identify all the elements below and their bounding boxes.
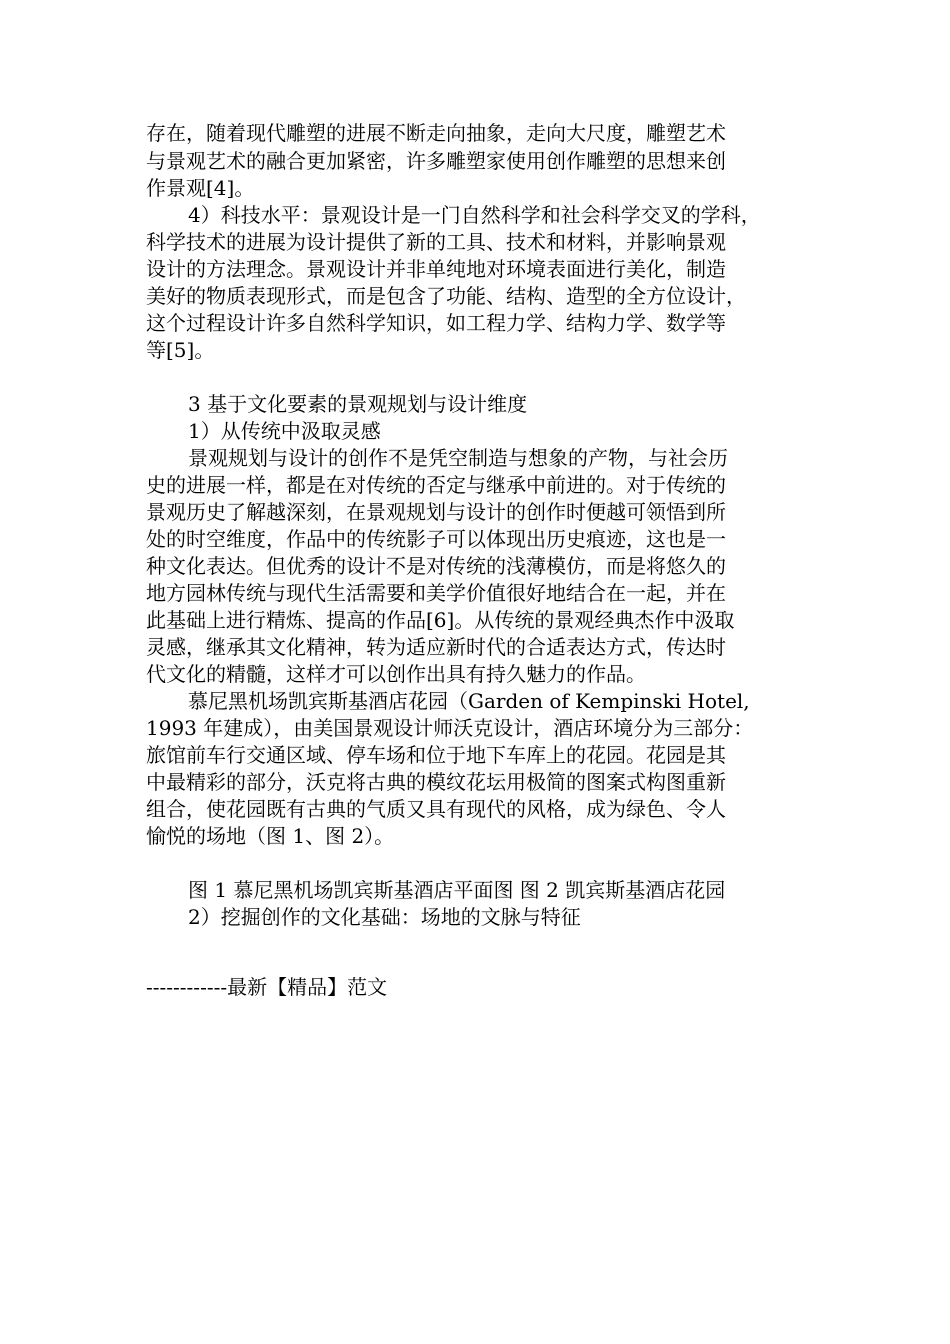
paragraph-line: 种文化表达。但优秀的设计不是对传统的浅薄模仿，而是将悠久的 bbox=[146, 554, 726, 578]
paragraph-line: 美好的物质表现形式，而是包含了功能、结构、造型的全方位设计， bbox=[146, 284, 746, 308]
paragraph-line: 等[5]。 bbox=[146, 338, 215, 362]
paragraph-line: 组合，使花园既有古典的气质又具有现代的风格，成为绿色、令人 bbox=[146, 797, 726, 821]
paragraph-line: 景观历史了解越深刻，在景观规划与设计的创作时便越可领悟到所 bbox=[146, 500, 726, 524]
paragraph-line: 处的时空维度，作品中的传统影子可以体现出历史痕迹，这也是一 bbox=[146, 527, 726, 551]
paragraph-line: 代文化的精髓，这样才可以创作出具有持久魅力的作品。 bbox=[146, 662, 646, 686]
figure-caption: 图 1 慕尼黑机场凯宾斯基酒店平面图 图 2 凯宾斯基酒店花园 bbox=[188, 878, 726, 902]
paragraph-line: 作景观[4]。 bbox=[146, 176, 255, 200]
subsection-heading: 2）挖掘创作的文化基础：场地的文脉与特征 bbox=[188, 905, 581, 929]
paragraph-line: 设计的方法理念。景观设计并非单纯地对环境表面进行美化，制造 bbox=[146, 257, 726, 281]
paragraph-line: 灵感，继承其文化精神，转为适应新时代的合适表达方式，传达时 bbox=[146, 635, 726, 659]
paragraph-line: 慕尼黑机场凯宾斯基酒店花园（Garden of Kempinski Hotel, bbox=[188, 689, 750, 713]
paragraph-line: 旅馆前车行交通区域、停车场和位于地下车库上的花园。花园是其 bbox=[146, 743, 726, 767]
paragraph-line: 1993 年建成），由美国景观设计师沃克设计，酒店环境分为三部分： bbox=[146, 716, 754, 740]
paragraph-line: 科学技术的进展为设计提供了新的工具、技术和材料，并影响景观 bbox=[146, 230, 726, 254]
paragraph-line: 与景观艺术的融合更加紧密，许多雕塑家使用创作雕塑的思想来创 bbox=[146, 149, 726, 173]
subsection-heading: 1）从传统中汲取灵感 bbox=[188, 419, 381, 443]
paragraph-line: 此基础上进行精炼、提高的作品[6]。从传统的景观经典杰作中汲取 bbox=[146, 608, 735, 632]
paragraph-line: 这个过程设计许多自然科学知识，如工程力学、结构力学、数学等 bbox=[146, 311, 726, 335]
paragraph-line: 中最精彩的部分，沃克将古典的模纹花坛用极简的图案式构图重新 bbox=[146, 770, 726, 794]
paragraph-line: 愉悦的场地（图 1、图 2）。 bbox=[146, 824, 395, 848]
paragraph-line: 存在，随着现代雕塑的进展不断走向抽象，走向大尺度，雕塑艺术 bbox=[146, 121, 726, 145]
paragraph-line: 史的进展一样，都是在对传统的否定与继承中前进的。对于传统的 bbox=[146, 473, 726, 497]
paragraph-line: 景观规划与设计的创作不是凭空制造与想象的产物，与社会历 bbox=[188, 446, 728, 470]
paragraph-line: 地方园林传统与现代生活需要和美学价值很好地结合在一起，并在 bbox=[146, 581, 726, 605]
paragraph-line: 4）科技水平：景观设计是一门自然科学和社会科学交叉的学科， bbox=[188, 203, 761, 227]
section-heading: 3 基于文化要素的景观规划与设计维度 bbox=[188, 392, 528, 416]
footer-text: ------------最新【精品】范文 bbox=[146, 975, 388, 999]
